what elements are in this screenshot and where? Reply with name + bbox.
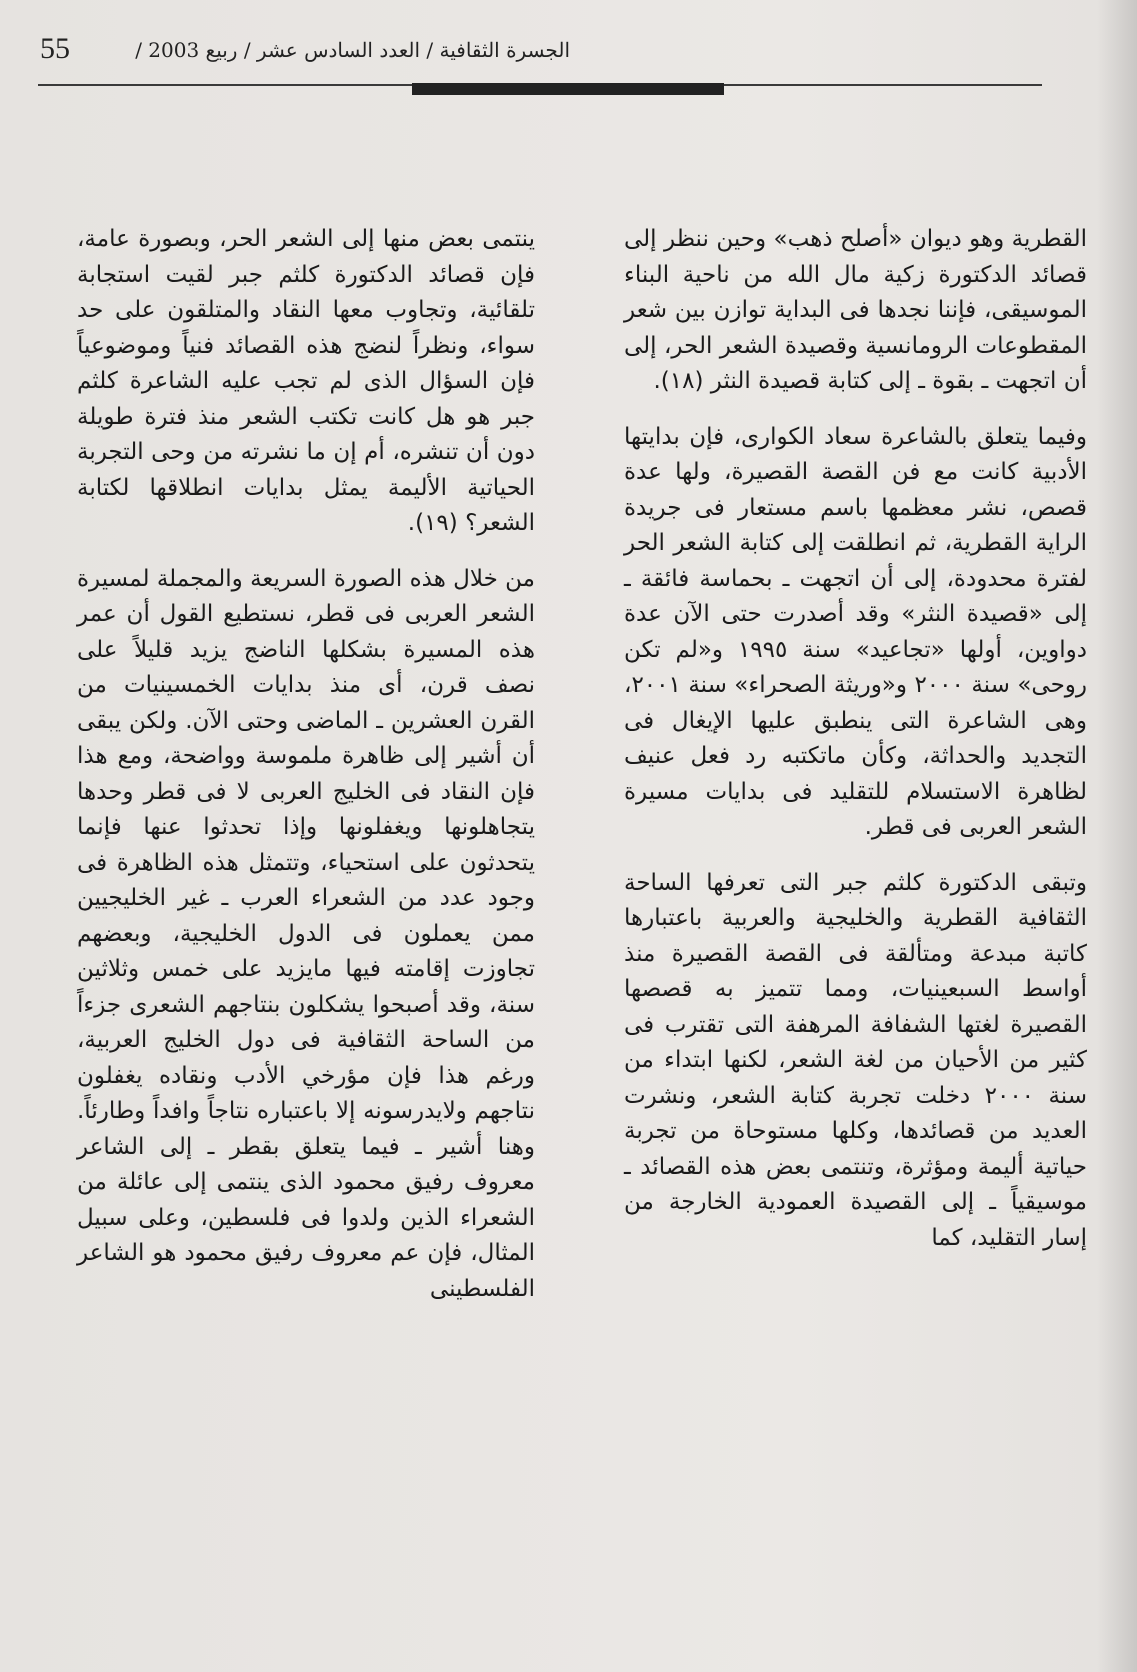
header-bar-accent (412, 83, 724, 95)
text-column-left (77, 222, 535, 1307)
running-title: الجسرة الثقافية / العدد السادس عشر / ربيع 2003 / (135, 38, 570, 62)
paragraph: ينتمى بعض منها إلى الشعر الحر، وبصورة عامة، فإن قصائد الدكتورة كلثم جبر لقيت استجابة تلقائية، وتجاوب معها النقاد والمتلقون على حد سواء، ونظراً لنضج هذه القصائد فنياً وموضوعياً فإن السؤال الذى لم تجب عليه الشاعرة كلثم جبر هو هل كانت تكتب الشعر منذ فترة طويلة دون أن تنشره، أم إن ما نشرته من وحى التجربة الحياتية الأليمة يمثل بدايات انطلاقها لكتابة الشعر؟ (١٩). (77, 226, 535, 536)
paragraph: القطرية وهو ديوان «أصلح ذهب» وحين ننظر إلى قصائد الدكتورة زكية مال الله من ناحية البناء الموسيقى، فإننا نجدها فى البداية توازن بين شعر المقطوعات الرومانسية وقصيدة الشعر الحر، إلى أن اتجهت ـ بقوة ـ إلى كتابة قصيدة النثر (١٨). (624, 226, 1087, 394)
page-spine-shadow (1097, 0, 1137, 1672)
paragraph: وتبقى الدكتورة كلثم جبر التى تعرفها الساحة الثقافية القطرية والخليجية والعربية باعتبارها كاتبة مبدعة ومتألقة فى القصة القصيرة منذ أواسط السبعينيات، ومما تتميز به قصصها القصيرة لغتها الشفافة المرهفة التى تقترب فى كثير من الأحيان من لغة الشعر، لكنها ابتداء من سنة ٢٠٠٠ دخلت تجربة كتابة الشعر، ونشرت العديد من قصائدها، وكلها مستوحاة من تجربة حياتية أليمة ومؤثرة، وتنتمى بعض هذه القصائد ـ موسيقياً ـ إلى القصيدة العمودية الخارجة من إسار التقليد، كما (624, 869, 1088, 1251)
running-header (40, 30, 1040, 90)
paragraph: من خلال هذه الصورة السريعة والمجملة لمسيرة الشعر العربى فى قطر، نستطيع القول أن عمر هذه المسيرة بشكلها الناضج يزيد قليلاً على نصف قرن، أى منذ بدايات الخمسينيات من القرن العشرين ـ الماضى وحتى الآن. ولكن يبقى أن أشير إلى ظاهرة ملموسة وواضحة، ومع هذا فإن النقاد فى الخليج العربى لا فى قطر وحدها يتجاهلونها ويغفلونها وإذا تحدثوا عنها فإنما يتحدثون على استحياء، وتتمثل هذه الظاهرة فى وجود عدد من الشعراء العرب ـ غير الخليجيين ممن يعملون فى الدول الخليجية، وبعضهم تجاوزت إقامته فيها مايزيد على خمس وثلاثين سنة، وقد أصبحوا يشكلون بنتاجهم الشعرى جزءاً من الساحة الثقافية فى دول الخليج العربية، ورغم هذا فإن مؤرخي الأدب ونقاده يغفلون نتاجهم ولايدرسونه إلا باعتباره نتاجاً وافداً وطارئاً. وهنا أشير ـ فيما يتعلق بقطر ـ إلى الشاعر معروف رفيق محمود الذى ينتمى إلى عائلة من الشعراء الذين ولدوا فى فلسطين، وعلى سبيل المثال، فإن عم معروف رفيق محمود هو الشاعر الفلسطينى (77, 565, 535, 1302)
paragraph: وفيما يتعلق بالشاعرة سعاد الكوارى، فإن بدايتها الأدبية كانت مع فن القصة القصيرة، ولها عدة قصص، نشر معظمها باسم مستعار فى جريدة الراية القطرية، ثم انطلقت إلى كتابة الشعر الحر لفترة محدودة، إلى أن اتجهت ـ بحماسة فائقة ـ إلى «قصيدة النثر» وقد أصدرت حتى الآن عدة دواوين، أولها «تجاعيد» سنة ١٩٩٥ و«لم تكن روحى» سنة ٢٠٠٠ و«وريثة الصحراء» سنة ٢٠٠١، وهى الشاعرة التى ينطبق عليها الإيغال فى التجديد والحداثة، وكأن ماتكتبه رد فعل عنيف لظاهرة الاستسلام للتقليد فى بدايات مسيرة الشعر العربى فى قطر. (624, 423, 1088, 840)
page-number: 55 (40, 32, 70, 65)
text-column-right (624, 222, 1087, 1256)
